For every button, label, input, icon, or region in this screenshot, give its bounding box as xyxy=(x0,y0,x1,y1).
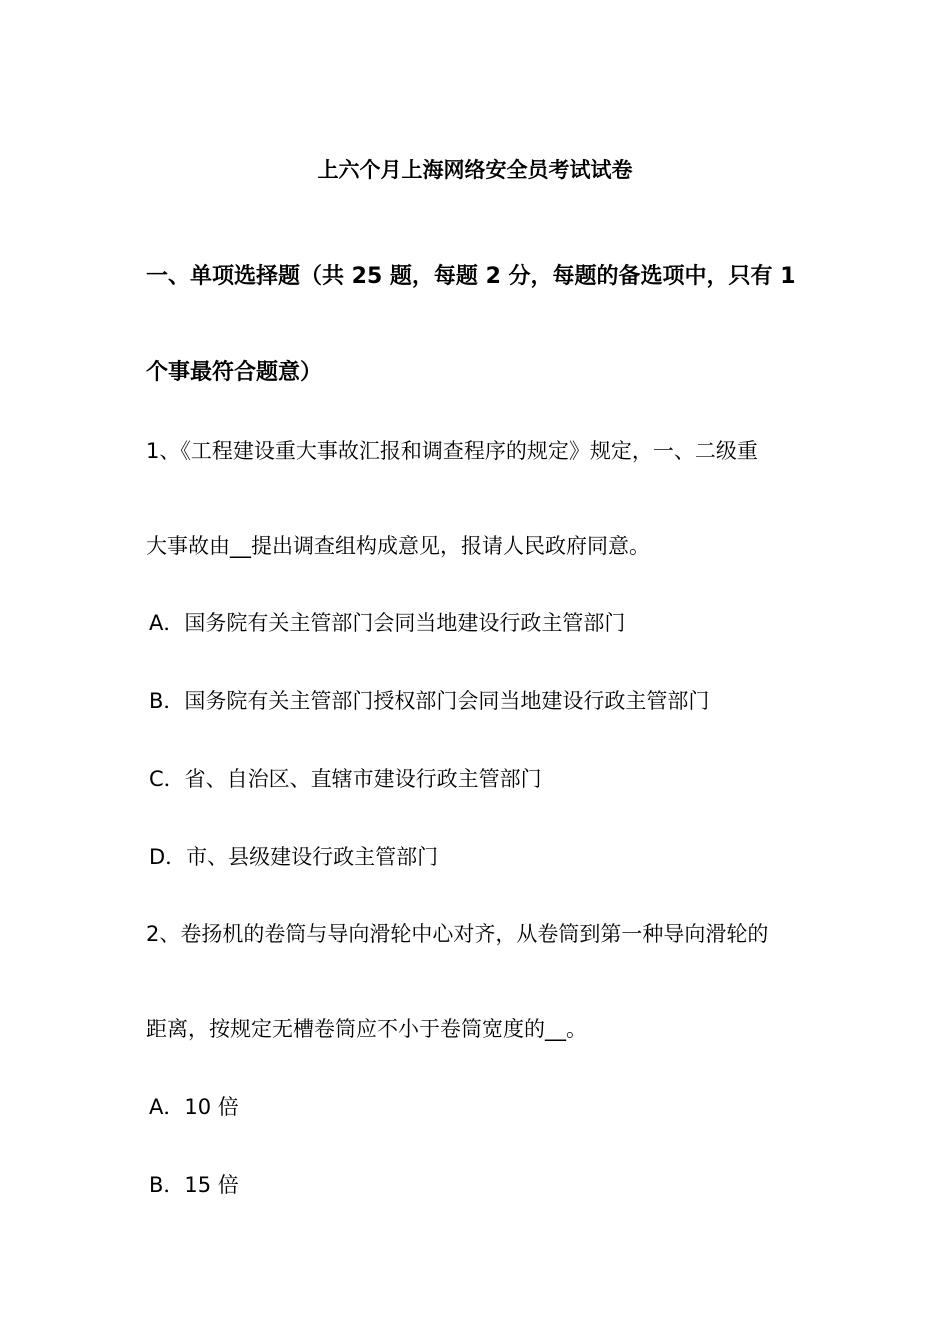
question-2-stem-line-2: 距离，按规定无槽卷筒应不小于卷筒宽度的__。 xyxy=(146,1017,587,1041)
question-2-option-a: A．10 倍 xyxy=(149,1095,239,1119)
question-1-option-a: A．国务院有关主管部门会同当地建设行政主管部门 xyxy=(149,611,626,635)
document-title: 上六个月上海网络安全员考试试卷 xyxy=(317,158,633,182)
question-1-option-d: D．市、县级建设行政主管部门 xyxy=(149,845,439,869)
section-heading-line-1: 一、单项选择题（共 25 题，每题 2 分，每题的备选项中，只有 1 xyxy=(146,264,796,289)
question-2-stem-line-1: 2、卷扬机的卷筒与导向滑轮中心对齐，从卷筒到第一种导向滑轮的 xyxy=(146,922,769,946)
question-1-stem-line-2: 大事故由__提出调查组构成意见，报请人民政府同意。 xyxy=(146,534,650,558)
section-heading-line-2: 个事最符合题意） xyxy=(146,360,323,385)
question-1-option-b: B．国务院有关主管部门授权部门会同当地建设行政主管部门 xyxy=(149,689,710,713)
question-1-stem-line-1: 1、《工程建设重大事故汇报和调查程序的规定》规定，一、二级重 xyxy=(146,439,758,463)
question-1-option-c: C．省、自治区、直辖市建设行政主管部门 xyxy=(149,767,542,791)
question-2-option-b: B．15 倍 xyxy=(149,1173,239,1197)
